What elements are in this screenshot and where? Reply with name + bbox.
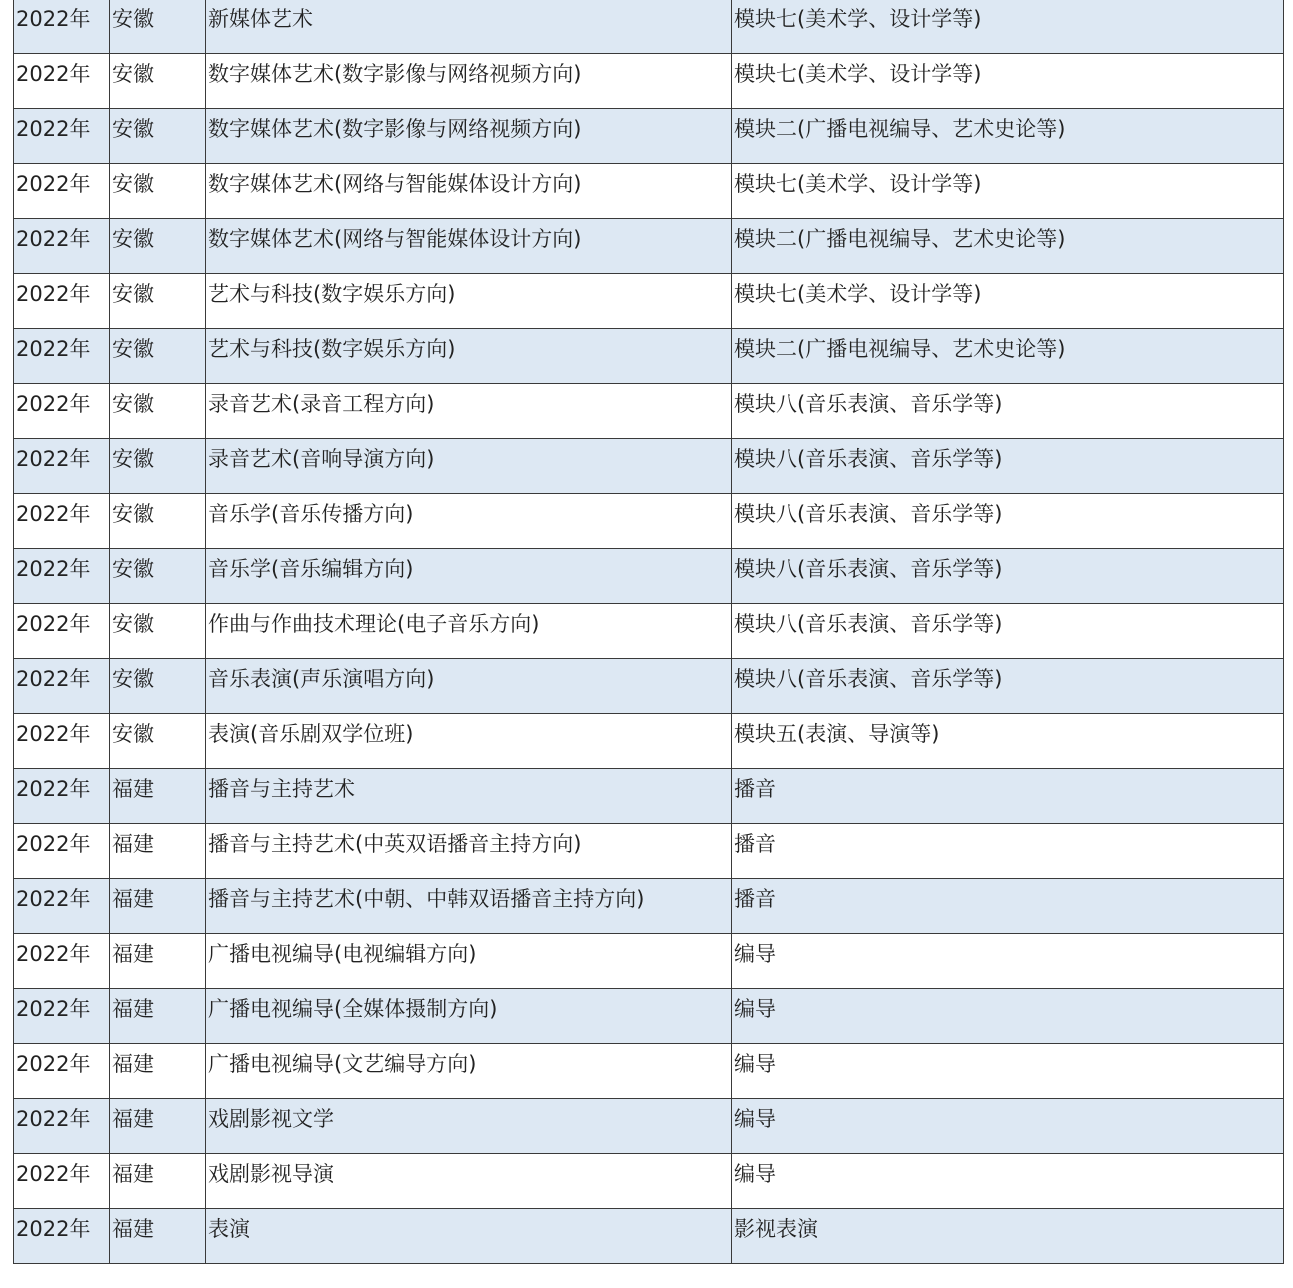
major-cell: 艺术与科技(数字娱乐方向) xyxy=(206,274,732,329)
major-cell: 戏剧影视文学 xyxy=(206,1099,732,1154)
module-cell: 模块二(广播电视编导、艺术史论等) xyxy=(732,109,1284,164)
year-cell: 2022年 xyxy=(14,164,110,219)
table-row xyxy=(14,494,1284,549)
province-cell: 安徽 xyxy=(110,219,206,274)
year-cell: 2022年 xyxy=(14,494,110,549)
table-row xyxy=(14,384,1284,439)
year-cell: 2022年 xyxy=(14,714,110,769)
major-cell: 音乐学(音乐传播方向) xyxy=(206,494,732,549)
province-cell: 安徽 xyxy=(110,54,206,109)
province-cell: 安徽 xyxy=(110,659,206,714)
module-cell: 播音 xyxy=(732,769,1284,824)
module-cell: 编导 xyxy=(732,989,1284,1044)
major-cell: 音乐表演(声乐演唱方向) xyxy=(206,659,732,714)
year-cell: 2022年 xyxy=(14,219,110,274)
year-cell: 2022年 xyxy=(14,1209,110,1264)
major-cell: 戏剧影视导演 xyxy=(206,1154,732,1209)
major-cell: 音乐学(音乐编辑方向) xyxy=(206,549,732,604)
major-cell: 播音与主持艺术 xyxy=(206,769,732,824)
province-cell: 安徽 xyxy=(110,549,206,604)
major-cell: 表演(音乐剧双学位班) xyxy=(206,714,732,769)
province-cell: 福建 xyxy=(110,934,206,989)
table-row xyxy=(14,769,1284,824)
module-cell: 模块八(音乐表演、音乐学等) xyxy=(732,549,1284,604)
table-row xyxy=(14,549,1284,604)
table-row xyxy=(14,109,1284,164)
province-cell: 安徽 xyxy=(110,164,206,219)
province-cell: 安徽 xyxy=(110,0,206,54)
year-cell: 2022年 xyxy=(14,54,110,109)
module-cell: 模块八(音乐表演、音乐学等) xyxy=(732,384,1284,439)
module-cell: 模块二(广播电视编导、艺术史论等) xyxy=(732,219,1284,274)
module-cell: 模块五(表演、导演等) xyxy=(732,714,1284,769)
module-cell: 模块二(广播电视编导、艺术史论等) xyxy=(732,329,1284,384)
table-row xyxy=(14,934,1284,989)
module-cell: 模块八(音乐表演、音乐学等) xyxy=(732,439,1284,494)
major-cell: 表演 xyxy=(206,1209,732,1264)
table-row xyxy=(14,164,1284,219)
major-cell: 作曲与作曲技术理论(电子音乐方向) xyxy=(206,604,732,659)
module-cell: 播音 xyxy=(732,879,1284,934)
table-body xyxy=(14,0,1284,1264)
table-row xyxy=(14,0,1284,54)
module-cell: 编导 xyxy=(732,1154,1284,1209)
major-cell: 数字媒体艺术(数字影像与网络视频方向) xyxy=(206,109,732,164)
table-row xyxy=(14,439,1284,494)
province-cell: 福建 xyxy=(110,989,206,1044)
year-cell: 2022年 xyxy=(14,604,110,659)
year-cell: 2022年 xyxy=(14,1099,110,1154)
module-cell: 播音 xyxy=(732,824,1284,879)
year-cell: 2022年 xyxy=(14,549,110,604)
year-cell: 2022年 xyxy=(14,384,110,439)
module-cell: 影视表演 xyxy=(732,1209,1284,1264)
table-row xyxy=(14,824,1284,879)
year-cell: 2022年 xyxy=(14,0,110,54)
major-cell: 新媒体艺术 xyxy=(206,0,732,54)
major-cell: 数字媒体艺术(网络与智能媒体设计方向) xyxy=(206,164,732,219)
table-row xyxy=(14,219,1284,274)
table-row xyxy=(14,1209,1284,1264)
table-row xyxy=(14,604,1284,659)
table-row xyxy=(14,54,1284,109)
major-cell: 播音与主持艺术(中朝、中韩双语播音主持方向) xyxy=(206,879,732,934)
module-cell: 模块七(美术学、设计学等) xyxy=(732,164,1284,219)
province-cell: 安徽 xyxy=(110,109,206,164)
province-cell: 福建 xyxy=(110,1044,206,1099)
major-cell: 数字媒体艺术(网络与智能媒体设计方向) xyxy=(206,219,732,274)
table-row xyxy=(14,1154,1284,1209)
module-cell: 编导 xyxy=(732,1099,1284,1154)
year-cell: 2022年 xyxy=(14,1044,110,1099)
year-cell: 2022年 xyxy=(14,879,110,934)
major-cell: 艺术与科技(数字娱乐方向) xyxy=(206,329,732,384)
year-cell: 2022年 xyxy=(14,824,110,879)
year-cell: 2022年 xyxy=(14,1154,110,1209)
year-cell: 2022年 xyxy=(14,934,110,989)
module-cell: 模块八(音乐表演、音乐学等) xyxy=(732,494,1284,549)
table-row xyxy=(14,879,1284,934)
year-cell: 2022年 xyxy=(14,769,110,824)
major-cell: 录音艺术(音响导演方向) xyxy=(206,439,732,494)
province-cell: 福建 xyxy=(110,1209,206,1264)
province-cell: 福建 xyxy=(110,1154,206,1209)
year-cell: 2022年 xyxy=(14,659,110,714)
table-row xyxy=(14,1044,1284,1099)
major-cell: 数字媒体艺术(数字影像与网络视频方向) xyxy=(206,54,732,109)
major-cell: 广播电视编导(文艺编导方向) xyxy=(206,1044,732,1099)
module-cell: 模块八(音乐表演、音乐学等) xyxy=(732,604,1284,659)
year-cell: 2022年 xyxy=(14,439,110,494)
table-row xyxy=(14,329,1284,384)
year-cell: 2022年 xyxy=(14,109,110,164)
province-cell: 福建 xyxy=(110,824,206,879)
province-cell: 安徽 xyxy=(110,384,206,439)
major-cell: 广播电视编导(电视编辑方向) xyxy=(206,934,732,989)
admission-table xyxy=(13,0,1284,1264)
module-cell: 模块七(美术学、设计学等) xyxy=(732,54,1284,109)
table-row xyxy=(14,274,1284,329)
year-cell: 2022年 xyxy=(14,989,110,1044)
table-row xyxy=(14,989,1284,1044)
module-cell: 编导 xyxy=(732,1044,1284,1099)
admission-table-container xyxy=(13,0,1283,1264)
year-cell: 2022年 xyxy=(14,274,110,329)
province-cell: 安徽 xyxy=(110,494,206,549)
table-row xyxy=(14,1099,1284,1154)
province-cell: 安徽 xyxy=(110,329,206,384)
province-cell: 安徽 xyxy=(110,439,206,494)
major-cell: 播音与主持艺术(中英双语播音主持方向) xyxy=(206,824,732,879)
table-row xyxy=(14,714,1284,769)
province-cell: 安徽 xyxy=(110,274,206,329)
province-cell: 安徽 xyxy=(110,714,206,769)
module-cell: 编导 xyxy=(732,934,1284,989)
major-cell: 录音艺术(录音工程方向) xyxy=(206,384,732,439)
province-cell: 福建 xyxy=(110,1099,206,1154)
module-cell: 模块八(音乐表演、音乐学等) xyxy=(732,659,1284,714)
table-row xyxy=(14,659,1284,714)
province-cell: 安徽 xyxy=(110,604,206,659)
province-cell: 福建 xyxy=(110,879,206,934)
major-cell: 广播电视编导(全媒体摄制方向) xyxy=(206,989,732,1044)
province-cell: 福建 xyxy=(110,769,206,824)
module-cell: 模块七(美术学、设计学等) xyxy=(732,0,1284,54)
year-cell: 2022年 xyxy=(14,329,110,384)
module-cell: 模块七(美术学、设计学等) xyxy=(732,274,1284,329)
